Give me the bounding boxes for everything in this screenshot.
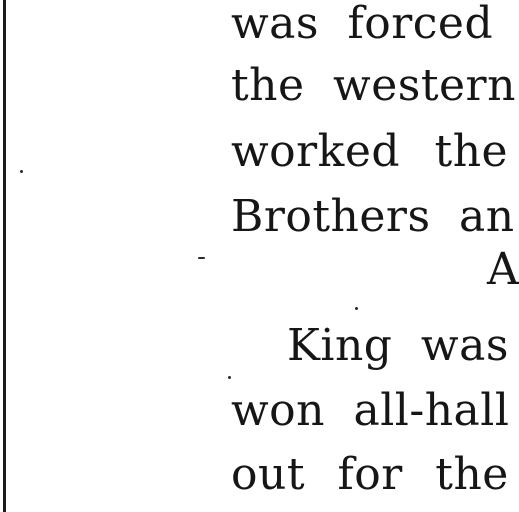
print-speck xyxy=(198,257,205,259)
text-line-7: won all-hall xyxy=(231,385,510,436)
column-rule xyxy=(3,0,6,512)
text-line-5: A xyxy=(487,244,519,295)
print-speck xyxy=(355,307,358,310)
text-line-3: worked the xyxy=(231,126,509,177)
text-line-4: Brothers an xyxy=(231,191,515,242)
text-line-6: King was xyxy=(287,320,509,371)
text-line-2: the western xyxy=(231,60,516,111)
text-line-8: out for the xyxy=(231,449,509,500)
print-speck xyxy=(20,170,23,173)
print-speck xyxy=(228,376,231,379)
text-line-1: was forced xyxy=(231,0,494,49)
